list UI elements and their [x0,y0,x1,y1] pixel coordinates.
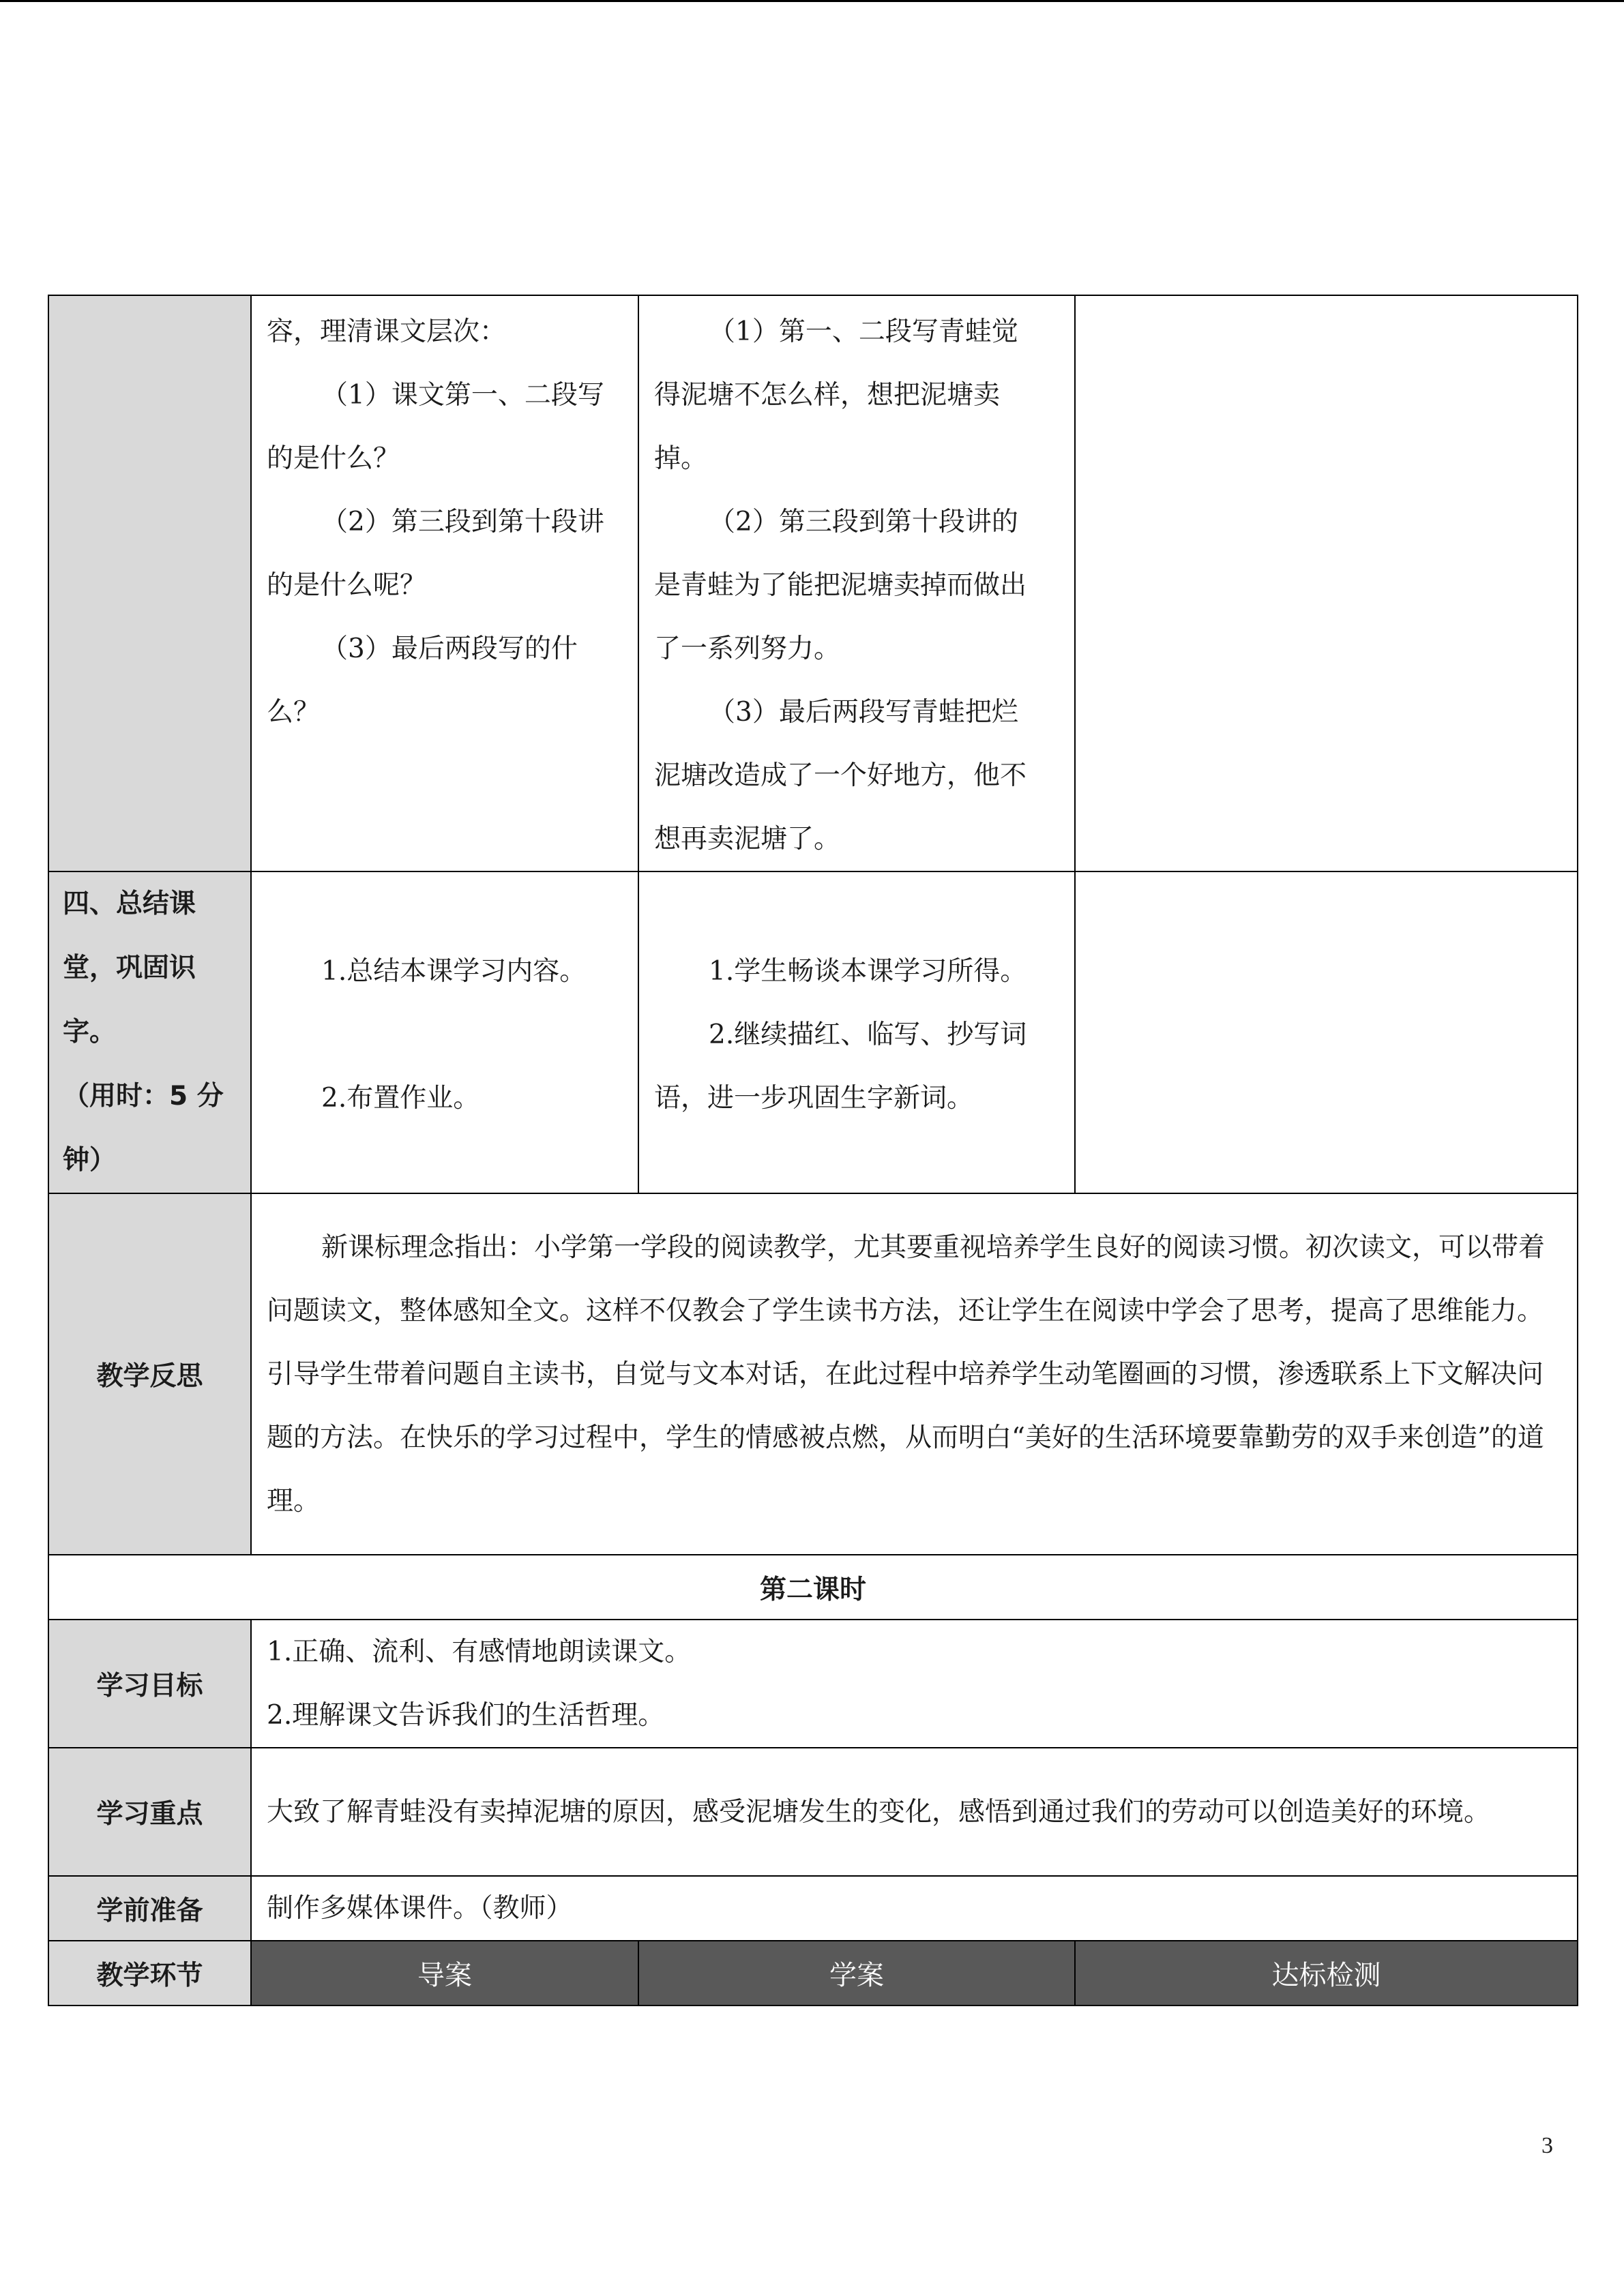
prep-cell [251,1876,1578,1941]
table-row-focus [48,1748,1578,1876]
reflection-cell [251,1193,1578,1555]
lesson-plan-table [48,295,1578,2006]
step4-check-cell-empty [1075,871,1578,1193]
step4-label-line: 堂，巩固识 [63,953,196,983]
focus-label: 学习重点 [48,1748,251,1876]
second-lesson-title: 第二课时 [48,1555,1578,1620]
step4-guide-item-2: 2.布置作业。 [321,1082,480,1114]
focus-cell [251,1748,1578,1876]
step4-label-line: 字。 [63,1017,117,1047]
study-cell [638,295,1075,871]
column-header-guide: 导案 [251,1941,638,2006]
step4-label [48,871,251,1193]
study-line: 掉。 [654,443,708,474]
step4-guide-item-1: 1.总结本课学习内容。 [321,955,587,987]
step4-study-cell [638,871,1075,1193]
goal-item-1: 1.正确、流利、有感情地朗读课文。 [267,1637,692,1667]
study-line: 是青蛙为了能把泥塘卖掉而做出 [654,570,1027,601]
guide-line: 的是什么？ [267,443,400,474]
prep-text: 制作多媒体课件。（教师） [267,1893,573,1924]
spacer [267,1003,624,1067]
table-row-reflection [48,1193,1578,1555]
reflection-text: 新课标理念指出：小学第一学段的阅读教学，尤其要重视培养学生良好的阅读习惯。初次读文，可以带着问题读文，整体感知全文。这样不仅教会了学生读书方法，还让学生在阅读中学会了思考，提高了思维能力。引导学生带着问题自主读书，自觉与文本对话，在此过程中培养学生动笔圈画的习惯，渗透联系上下文解决问题的方法。在快乐的学习过程中，学生的情感被点燃，从而明白“美好的生活环境要靠勤劳的双手来创造”的道理。 [267,1232,1546,1517]
table-row-second-lesson-title [48,1555,1578,1620]
step4-study-item-2: 2.继续描红、临写、抄写词 [709,1019,1027,1050]
step4-study-item-1: 1.学生畅谈本课学习所得。 [709,955,1027,987]
study-line: 想再卖泥塘了。 [654,824,841,854]
table-row-goals [48,1620,1578,1748]
step4-guide-cell [251,871,638,1193]
check-cell-empty [1075,295,1578,871]
guide-question-2: （2）第三段到第十段讲 [321,507,604,537]
table-row-step3-continued [48,295,1578,871]
step4-label-line: 四、总结课 [63,889,196,919]
steps-label: 教学环节 [48,1941,251,2006]
prep-label: 学前准备 [48,1876,251,1941]
column-header-check: 达标检测 [1075,1941,1578,2006]
guide-cell [251,295,638,871]
guide-line: 的是什么呢？ [267,570,427,601]
study-answer-3: （3）最后两段写青蛙把烂 [709,697,1018,728]
goals-label: 学习目标 [48,1620,251,1748]
reflection-label: 教学反思 [48,1193,251,1555]
study-line: 了一系列努力。 [654,633,841,664]
study-line: 得泥塘不怎么样，想把泥塘卖 [654,380,1001,411]
step4-study-line: 语，进一步巩固生字新词。 [654,1082,974,1114]
step4-label-line: 钟） [63,1145,117,1176]
step-label-cell-empty [48,295,251,871]
goals-cell [251,1620,1578,1748]
focus-text: 大致了解青蛙没有卖掉泥塘的原因，感受泥塘发生的变化，感悟到通过我们的劳动可以创造美好的环境。 [267,1796,1491,1828]
study-answer-1: （1）第一、二段写青蛙觉 [709,316,1018,347]
step4-label-line: （用时：5 分 [63,1081,224,1112]
goal-item-2: 2.理解课文告诉我们的生活哲理。 [267,1700,665,1731]
guide-line: 么？ [267,697,321,728]
guide-question-1: （1）课文第一、二段写 [321,380,604,411]
study-line: 泥塘改造成了一个好地方，他不 [654,760,1027,791]
guide-question-3: （3）最后两段写的什 [321,633,578,664]
top-border-line [0,0,1624,2]
study-answer-2: （2）第三段到第十段讲的 [709,507,1018,537]
guide-line: 容，理清课文层次： [267,316,507,347]
table-row-steps-header [48,1941,1578,2006]
page-number: 3 [1541,2133,1553,2158]
table-row-step4 [48,871,1578,1193]
column-header-study: 学案 [638,1941,1075,2006]
table-row-prep [48,1876,1578,1941]
